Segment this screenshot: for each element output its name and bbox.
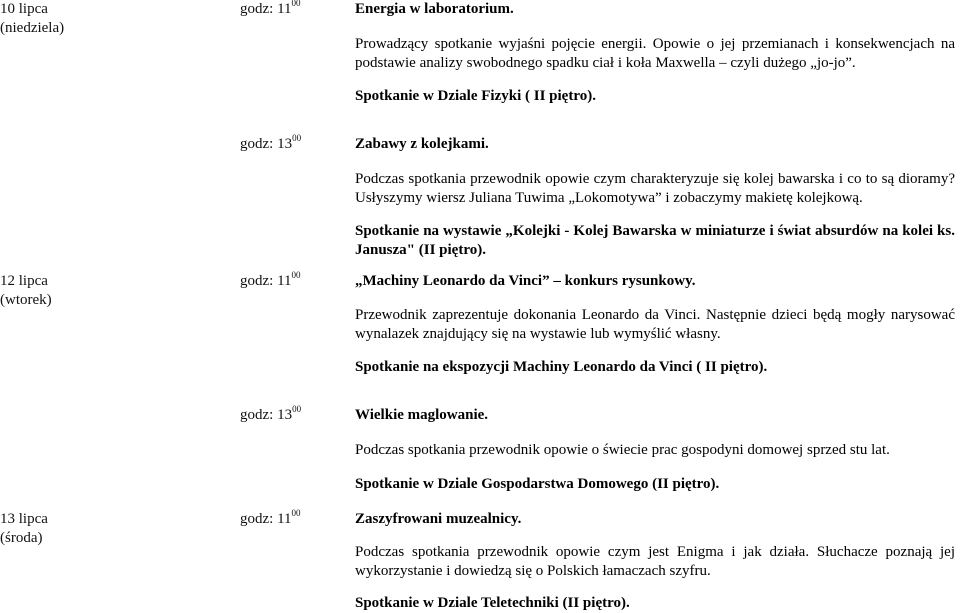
time-minutes: 00 [291,508,301,518]
event-time [240,272,301,291]
time-hour: godz: 11 [240,511,292,527]
event-location: Spotkanie w Dziale Fizyki ( II piętro). [355,88,596,104]
day-date: 13 lipca [0,511,48,527]
event-time [240,135,301,154]
day-date: 12 lipca [0,273,48,289]
time-minutes: 00 [292,133,302,143]
event-time [240,0,301,19]
event-title: Zaszyfrowani muzealnicy. [355,511,522,527]
event-location: Spotkanie w Dziale Teletechniki (II piętro). [355,595,630,611]
day-label-12-lipca [0,272,110,310]
day-weekday: (niedziela) [0,20,65,36]
event-location: Spotkanie na wystawie „Kolejki - Kolej Bawarska w miniaturze i świat absurdów na kolei ks. Janusza" (II piętro). [355,223,955,258]
day-date: 10 lipca [0,1,48,17]
time-hour: godz: 13 [240,136,293,152]
event-title: Energia w laboratorium. [355,1,514,17]
time-hour: godz: 11 [240,1,292,17]
event-time [240,510,301,529]
event-description: Prowadzący spotkanie wyjaśni pojęcie energii. Opowie o jej przemianach i konsekwencjach na podstawie analizy swobodnego spadku ciał i koła Maxwella – czyli dużego „jo-jo”. [355,36,955,71]
time-hour: godz: 13 [240,407,293,423]
time-minutes: 00 [292,404,302,414]
event-description: Podczas spotkania przewodnik opowie o świecie prac gospodyni domowej sprzed stu lat. [355,442,890,458]
event-title: Wielkie maglowanie. [355,407,489,423]
event-location: Spotkanie na ekspozycji Machiny Leonardo da Vinci ( II piętro). [355,359,768,375]
event-title: „Machiny Leonardo da Vinci” – konkurs rysunkowy. [355,273,696,289]
day-weekday: (wtorek) [0,292,52,308]
event-title: Zabawy z kolejkami. [355,136,489,152]
time-minutes: 00 [291,270,301,280]
event-description: Przewodnik zaprezentuje dokonania Leonardo da Vinci. Następnie dzieci będą mogły narysować wynalazek znajdujący się na wystawie lub wymyślić własny. [355,307,955,342]
day-weekday: (środa) [0,530,43,546]
time-hour: godz: 11 [240,273,292,289]
day-label-10-lipca [0,0,110,38]
day-label-13-lipca [0,510,110,548]
event-description: Podczas spotkania przewodnik opowie czym jest Enigma i jak działa. Słuchacze poznają jej wykorzystanie i dowiedzą się o Polskich łamaczach szyfru. [355,544,955,579]
time-minutes: 00 [291,0,301,8]
event-location: Spotkanie w Dziale Gospodarstwa Domowego (II piętro). [355,476,720,492]
event-description: Podczas spotkania przewodnik opowie czym charakteryzuje się kolej bawarska i co to są dioramy? Usłyszymy wiersz Juliana Tuwima „Lokomotywa” i zobaczymy makietę kolejkową. [355,171,955,206]
event-time [240,406,301,425]
